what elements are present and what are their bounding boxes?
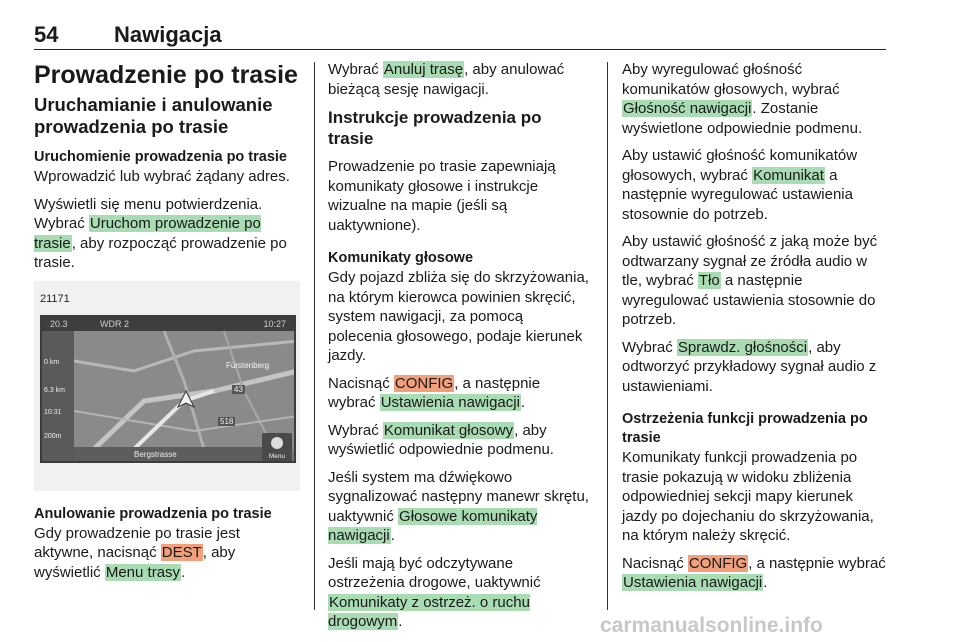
radio-station: WDR 2 [100,318,129,329]
paragraph: Nacisnąć CONFIG, a następnie wybrać Ustawienia nawigacji. [328,374,541,411]
button-term: CONFIG [394,374,454,392]
section-title: Nawigacja [114,22,222,47]
menu-term: Anuluj trasę [383,61,464,78]
paragraph: Wyświetli się menu potwierdzenia. Wybrać Uruchom prowadzenie po trasie, aby rozpocząć prowadzenie po trasie. [34,195,287,271]
map-graphic [74,331,296,449]
paragraph: Gdy prowadzenie po trasie jest aktywne, nacisnąć DEST, aby wyświetlić Menu trasy. [34,524,240,581]
menu-term: Tło [698,272,720,289]
paragraph: Komunikaty funkcji prowadzenia po trasie pokazują w widoku zbliżenia odpowiedniej sekcji mapy kierunek jazdy po dojechaniu do skrzyżowania, na którym należy skręcić. [622,449,874,544]
menu-term: Głośność nawigacji [623,100,752,117]
menu-term: Komunikat głosowy [383,421,514,439]
paragraph: Nacisnąć CONFIG, a następnie wybrać Ustawienia nawigacji. [622,554,886,591]
menu-term: Ustawienia nawigacji [623,574,763,591]
road-number-label: 518 [220,416,234,426]
column-2 [328,60,590,640]
temperature: 20.3 [50,318,68,329]
paragraph: Aby ustawić głośność z jaką może być odtwarzany sygnał ze źródła audio w tle, wybrać Tło a następnie wyregulować ustawienia stosownie do potrzeb. [622,233,878,328]
menu-term: Sprawdz. głośności [677,338,808,356]
menu-term: Głosowe komunikaty nawigacji [328,507,538,544]
clock: 10:27 [263,318,286,329]
menu-term: Ustawienia nawigacji [380,394,520,411]
warning-heading: Ostrzeżenia funkcji prowadzenia po trasie [622,411,868,446]
remaining-distance: 6.3 km [44,386,66,394]
section-subtitle: Uruchamianie i anulowanie prowadzenia po trasie [34,94,273,137]
distance-value: 0 km [44,358,60,366]
route-info-panel [42,331,74,463]
menu-button-label: Menu [268,452,286,460]
button-term: CONFIG [688,554,748,572]
voice-heading: Komunikaty głosowe [328,250,474,266]
paragraph: Gdy pojazd zbliża się do skrzyżowania, na którym kierowca powinien skręcić, system nawigacji, za pomocą polecenia głosowego, podaje kierunek jazdy. [328,269,589,364]
next-turn-distance: 200m [44,432,62,440]
paragraph: Wybrać Sprawdz. głośności, aby odtworzyć przykładowy sygnał audio z ustawieniami. [622,338,877,395]
arrival-time: 10:31 [44,408,62,416]
navigation-screen-figure [34,281,300,491]
road-number-label: 43 [234,384,243,394]
status-bar [42,317,294,331]
paragraph: Jeśli mają być odczytywane ostrzeżenia drogowe, uaktywnić Komunikaty z ostrzeż. o ruchu drogowym. [328,554,541,630]
paragraph: Wprowadzić lub wybrać żądany adres. [34,168,290,185]
street-bar [74,447,264,463]
button-term: DEST [161,544,202,561]
menu-term: Komunikat [753,166,824,184]
watermark: carmanualsonline.info [600,614,823,637]
page-header [34,10,886,50]
road-name-label: Fürstenberg [226,360,270,370]
column-1 [34,60,300,590]
paragraph: Wybrać Anuluj trasę, aby anulować bieżącą sesję nawigacji. [328,61,565,98]
menu-term: Komunikaty z ostrzeż. o ruchu drogowym [328,593,530,630]
page-number: 54 [34,22,59,47]
nav-display [40,315,296,463]
paragraph: Aby ustawić głośność komunikatów głosowych, wybrać Komunikat a następnie wyregulować ustawienia stosownie do potrzeb. [622,147,858,223]
menu-icon [271,437,283,449]
paragraph: Aby wyregulować głośność komunikatów głosowych, wybrać Głośność nawigacji. Zostanie wyświetlone odpowiednie podmenu. [622,61,863,137]
start-heading: Uruchomienie prowadzenia po trasie [34,149,287,165]
paragraph: Jeśli system ma dźwiękowo sygnalizować następny manewr skrętu, uaktywnić Głosowe komunikaty nawigacji. [328,468,589,544]
menu-term: Uruchom prowadzenie po trasie [34,215,261,252]
column-3 [622,60,886,601]
cancel-heading: Anulowanie prowadzenia po trasie [34,505,272,522]
section-heading: Instrukcje prowadzenia po trasie [328,108,542,148]
current-street: Bergstrasse [134,449,177,459]
column-divider [607,62,608,610]
map-view [74,331,296,449]
menu-button[interactable] [262,433,292,463]
figure-number: 21171 [40,292,70,305]
menu-term: Menu trasy [105,563,181,581]
column-divider [314,62,315,610]
chapter-title: Prowadzenie po trasie [34,61,298,89]
paragraph: Prowadzenie po trasie zapewniają komunikaty głosowe i instrukcje wizualne na mapie (jeśli są uaktywnione). [328,158,556,234]
paragraph: Wybrać Komunikat głosowy, aby wyświetlić odpowiednie podmenu. [328,421,554,458]
